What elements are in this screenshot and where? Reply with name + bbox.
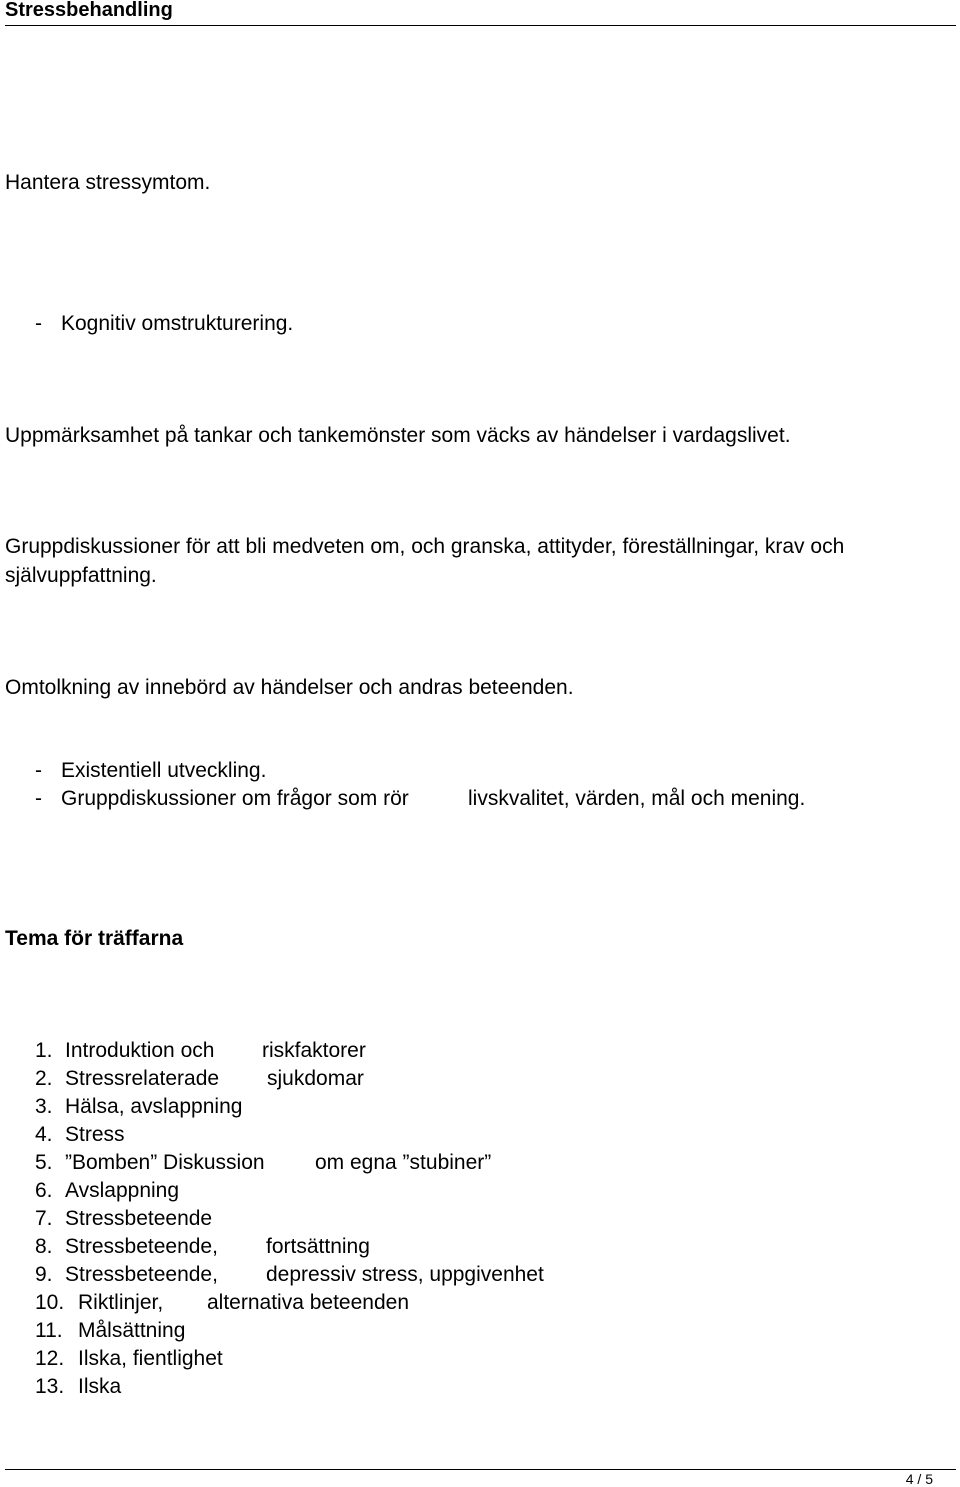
bullet-dash: - — [35, 787, 42, 810]
header-divider — [5, 25, 956, 26]
footer-divider — [5, 1469, 956, 1470]
topic-subtitle: fortsättning — [266, 1235, 370, 1258]
topic-subtitle: riskfaktorer — [262, 1039, 366, 1062]
topic-title: Stress — [65, 1123, 125, 1146]
topic-title: Ilska — [78, 1375, 122, 1398]
topic-title: Avslappning — [65, 1179, 180, 1202]
bullet-cognitive-restructuring: Kognitiv omstrukturering. — [61, 312, 294, 335]
topic-title: Ilska, fientlighet — [78, 1347, 223, 1370]
topic-subtitle: om egna ”stubiner” — [315, 1151, 492, 1174]
section-heading-topics: Tema för träffarna — [5, 927, 184, 950]
topic-number: 3. — [35, 1095, 53, 1118]
bullet-dash: - — [35, 312, 42, 335]
topic-number: 10. — [35, 1291, 65, 1314]
topic-title: Riktlinjer, — [78, 1291, 164, 1314]
topic-title: Stressbeteende, — [65, 1263, 218, 1286]
topic-number: 12. — [35, 1347, 65, 1370]
topic-number: 9. — [35, 1263, 53, 1286]
topic-number: 5. — [35, 1151, 53, 1174]
bullet-existential-development: Existentiell utveckling. — [61, 759, 267, 782]
paragraph-group-discussions-line1: Gruppdiskussioner för att bli medveten om, och granska, attityder, föreställningar, krav och — [5, 535, 845, 558]
topic-number: 8. — [35, 1235, 53, 1258]
bullet-group-discussions-topics: livskvalitet, värden, mål och mening. — [468, 787, 806, 810]
topic-number: 4. — [35, 1123, 53, 1146]
paragraph-stress-symptoms: Hantera stressymtom. — [5, 171, 211, 194]
topic-number: 6. — [35, 1179, 53, 1202]
topic-title: ”Bomben” Diskussion — [65, 1151, 265, 1174]
topic-title: Stressbeteende — [65, 1207, 213, 1230]
topic-title: Hälsa, avslappning — [65, 1095, 243, 1118]
topic-subtitle: depressiv stress, uppgivenhet — [266, 1263, 544, 1286]
topic-title: Stressbeteende, — [65, 1235, 218, 1258]
topic-title: Stressrelaterade — [65, 1067, 220, 1090]
bullet-dash: - — [35, 759, 42, 782]
topic-title: Målsättning — [78, 1319, 186, 1342]
topic-number: 2. — [35, 1067, 53, 1090]
bullet-group-discussions-questions: Gruppdiskussioner om frågor som rör — [61, 787, 409, 810]
topic-number: 7. — [35, 1207, 53, 1230]
page-number: 4 / 5 — [905, 1471, 933, 1487]
paragraph-reinterpretation: Omtolkning av innebörd av händelser och andras beteenden. — [5, 676, 574, 699]
topic-number: 11. — [35, 1319, 63, 1342]
topic-number: 1. — [35, 1039, 53, 1062]
paragraph-group-discussions-line2: självuppfattning. — [5, 564, 157, 587]
topic-subtitle: alternativa beteenden — [207, 1291, 409, 1314]
topic-number: 13. — [35, 1375, 65, 1398]
paragraph-attention-thoughts: Uppmärksamhet på tankar och tankemönster som väcks av händelser i vardagslivet. — [5, 424, 791, 447]
page-header-title: Stressbehandling — [5, 0, 173, 21]
topic-title: Introduktion och — [65, 1039, 215, 1062]
topic-subtitle: sjukdomar — [267, 1067, 364, 1090]
